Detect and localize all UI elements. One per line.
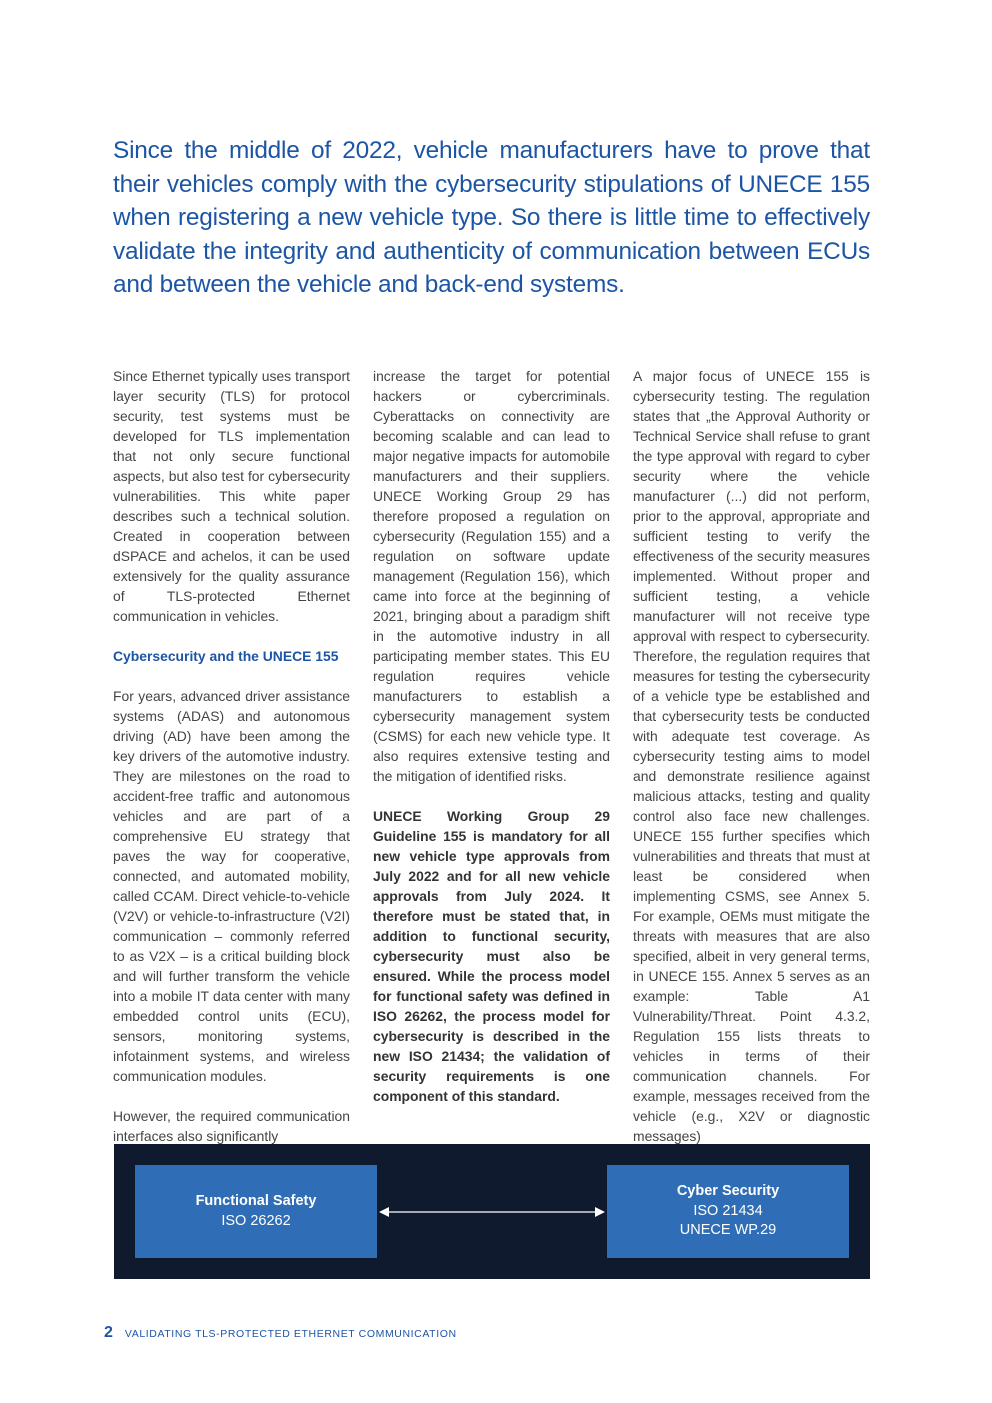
double-arrow-icon — [377, 1202, 607, 1222]
page-number: 2 — [104, 1324, 113, 1341]
page-footer — [104, 1324, 457, 1346]
functional-safety-title: Functional Safety — [195, 1193, 317, 1209]
col1-paragraph-intro: Since Ethernet typically uses transport layer security (TLS) for protocol security, test systems must be developed for TLS implementation that not only secure functional aspects, but also test for cybersecurity vulnerabilities. This white paper describes such a technical solution. Created in cooperation between dSPACE and achelos, it can be used extensively for the quality assurance of TLS-protected Ethernet communication in vehicles. — [113, 368, 350, 624]
lead-paragraph: Since the middle of 2022, vehicle manufacturers have to prove that their vehicles comply with the cybersecurity stipulations of UNECE 155 when registering a new vehicle type. So there is little time to effectively validate the integrity and authenticity of communication between ECUs and between the vehicle and back-end systems. — [113, 137, 870, 299]
column-2 — [373, 366, 610, 1126]
column-3 — [633, 366, 870, 1166]
col1-paragraph-adas: For years, advanced driver assistance systems (ADAS) and autonomous driving (AD) have been among the key drivers of the automotive industry. They are milestones on the road to accident-free traffic and autonomous vehicles and are part of a comprehensive EU strategy that paves the way for cooperative, connected, and automated mobility, called CCAM. Direct vehicle-to-vehicle (V2V) or vehicle-to-infrastructure (V2I) communication – commonly referred to as V2X – is a critical building block and will further transform the vehicle into a mobile IT data center with many embedded control units (ECU), sensors, monitoring systems, infotainment systems, and wireless communication modules. — [113, 688, 350, 1084]
col2-paragraph-guideline-bold: UNECE Working Group 29 Guideline 155 is mandatory for all new vehicle type approvals from July 2022 and for all new vehicle approvals from July 2024. It therefore must be stated that, in addition to functional security, cybersecurity must also be ensured. While the process model for functional safety was defined in ISO 26262, the process model for cybersecurity is described in the new ISO 21434; the validation of security requirements is one component of this standard. — [373, 808, 610, 1104]
standards-diagram — [114, 1144, 870, 1279]
section-heading-cybersecurity: Cybersecurity and the UNECE 155 — [113, 648, 339, 664]
cyber-security-box — [607, 1165, 849, 1258]
col3-paragraph-testing: A major focus of UNECE 155 is cybersecurity testing. The regulation states that „the Approval Authority or Technical Service shall refuse to grant the type approval with regard to cyber security where the vehicle manufacturer (...) did not perform, prior to the approval, appropriate and sufficient testing to verify the effectiveness of the security measures implemented. Without proper and sufficient testing, a vehicle manufacturer will not receive type approval with respect to cybersecurity. Therefore, the regulation requires that measures for testing the cybersecurity of a vehicle type be established and that cybersecurity tests be conducted with adequate test coverage. As cybersecurity testing aims to model and demonstrate resilience against malicious attacks, testing and quality control also face new challenges. UNECE 155 further specifies which vulnerabilities and threats that must at least be considered when implementing CSMS, see Annex 5. For example, OEMs must mitigate the threats with measures that are also specified, albeit in very general terms, in UNECE 155. Annex 5 serves as an example: Table A1 Vulnerability/Threat. Point 4.3.2, Regulation 155 lists threats to vehicles in terms of their communication channels. For example, messages received from the vehicle (e.g., X2V or diagnostic messages) — [633, 368, 870, 1144]
cyber-security-standard: ISO 21434 — [693, 1202, 763, 1219]
cyber-security-regulation: UNECE WP.29 — [679, 1222, 777, 1239]
document-title: VALIDATING TLS-PROTECTED ETHERNET COMMUNICATION — [124, 1328, 457, 1340]
col1-paragraph-however: However, the required communication interfaces also significantly — [113, 1108, 350, 1144]
functional-safety-box — [135, 1165, 377, 1258]
functional-safety-standard: ISO 26262 — [221, 1212, 291, 1229]
cyber-security-title: Cyber Security — [676, 1183, 780, 1200]
column-1 — [113, 366, 350, 1166]
col2-paragraph-regulation: increase the target for potential hackers or cybercriminals. Cyberattacks on connectivity are becoming scalable and can lead to major negative impacts for automobile manufacturers and their suppliers. UNECE Working Group 29 has therefore proposed a regulation on cybersecurity (Regulation 155) and a regulation on software update management (Regulation 156), which came into force at the beginning of 2021, bringing about a paradigm shift in the automotive industry in all participating member states. This EU regulation requires vehicle manufacturers to establish a cybersecurity management system (CSMS) for each new vehicle type. It also requires extensive testing and the mitigation of identified risks. — [373, 368, 610, 784]
